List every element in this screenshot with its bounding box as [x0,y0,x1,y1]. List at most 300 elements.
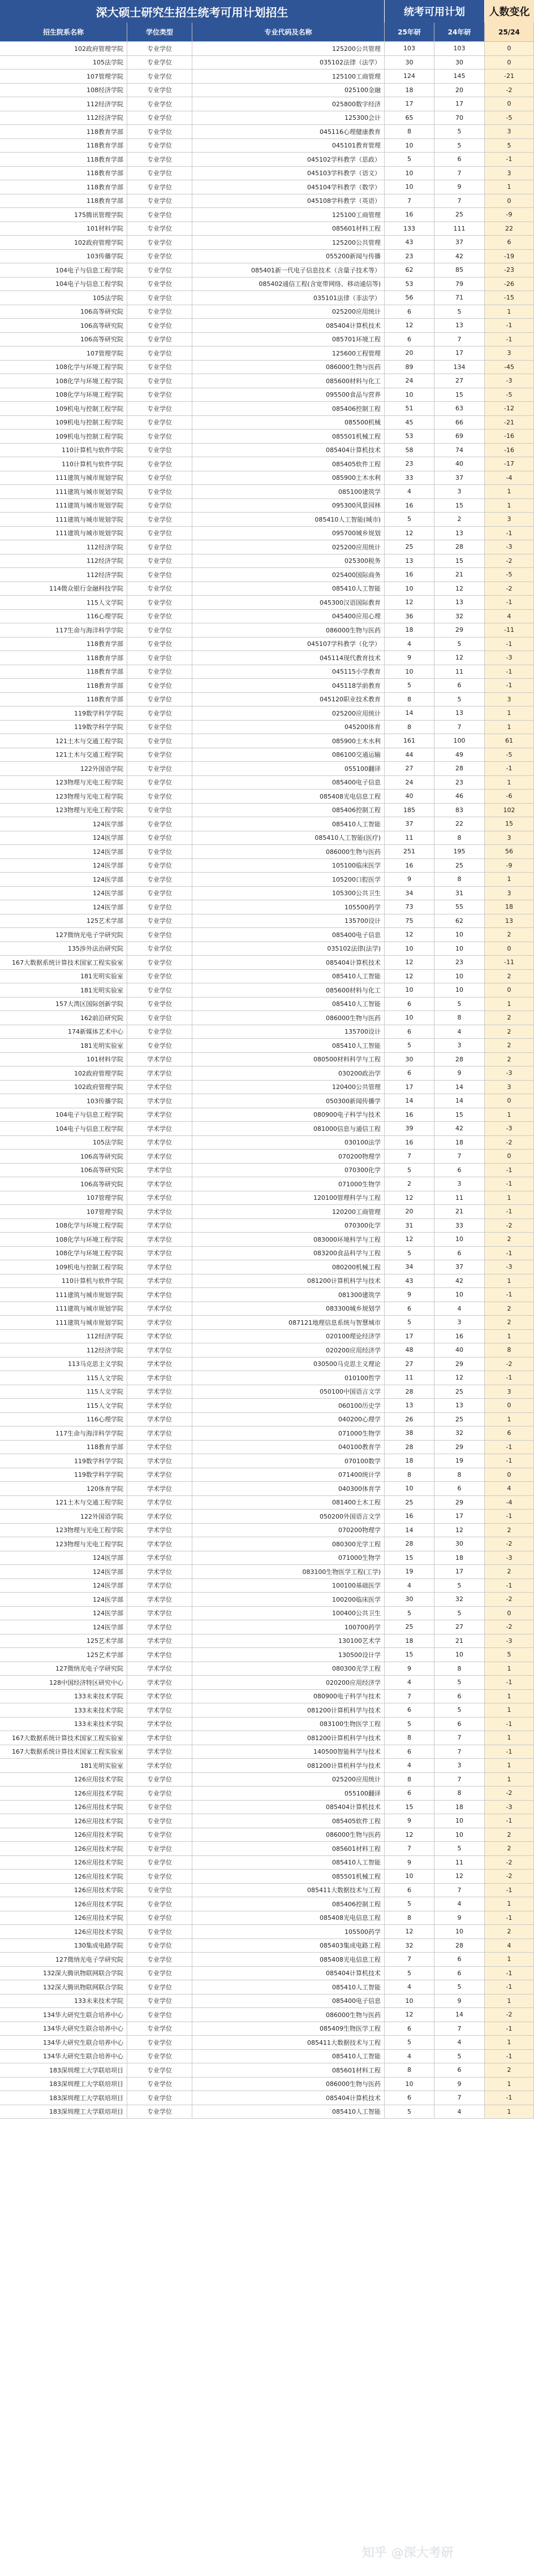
school-cell: 112经济学院 [0,111,127,125]
table-row [0,346,534,361]
change-cell: 3 [485,125,534,139]
change-cell: -6 [485,790,534,804]
table-row [0,831,534,845]
table-row [0,2050,534,2064]
degree-type-cell: 专业学位 [127,471,192,485]
change-cell: -3 [485,1551,534,1565]
degree-type-cell: 专业学位 [127,374,192,388]
table-row [0,1884,534,1898]
degree-type-cell: 专业学位 [127,361,192,375]
degree-type-cell: 专业学位 [127,1828,192,1842]
plan-2024-cell: 71 [434,291,485,305]
change-cell: 0 [485,1150,534,1164]
plan-2024-cell: 15 [434,499,485,513]
plan-2024-cell: 19 [434,1454,485,1468]
degree-type-cell: 专业学位 [127,2036,192,2050]
table-row [0,1274,534,1289]
major-cell: 085404计算机技术 [192,319,385,333]
major-cell: 071000生物学 [192,1551,385,1565]
degree-type-cell: 专业学位 [127,97,192,111]
plan-2025-cell: 10 [385,167,434,181]
school-cell: 108化学与环境工程学院 [0,1233,127,1247]
table-row [0,1620,534,1634]
degree-type-cell: 学术学位 [127,1510,192,1524]
major-cell: 080200机械工程 [192,1260,385,1274]
table-row [0,167,534,181]
plan-2025-cell: 12 [385,1191,434,1205]
degree-type-cell: 专业学位 [127,70,192,84]
table-row [0,84,534,98]
degree-type-cell: 学术学位 [127,1607,192,1621]
change-cell: 2 [485,1039,534,1053]
plan-2024-cell: 5 [434,638,485,652]
school-cell: 118教育学部 [0,693,127,707]
change-cell: -15 [485,291,534,305]
major-cell: 085410人工智能 [192,998,385,1012]
plan-2024-cell: 27 [434,374,485,388]
degree-type-cell: 专业学位 [127,956,192,970]
school-cell: 122外国语学院 [0,1510,127,1524]
school-cell: 109机电与控制工程学院 [0,430,127,444]
plan-2024-cell: 134 [434,361,485,375]
change-cell: 3 [485,346,534,361]
table-row [0,1939,534,1953]
major-cell: 045114现代教育技术 [192,651,385,665]
change-cell: -1 [485,638,534,652]
major-cell: 085601材料工程 [192,222,385,236]
sheet-title: 深大硕士研究生招生统考可用计划招生 [0,0,385,23]
plan-2025-cell: 14 [385,706,434,721]
school-cell: 106高等研究院 [0,319,127,333]
degree-type-cell: 专业学位 [127,1897,192,1911]
major-cell: 010100哲学 [192,1371,385,1385]
change-cell: 2 [485,1828,534,1842]
school-cell: 167大数据系统计算技术国家工程实验室 [0,1731,127,1745]
major-cell: 045102学科教学（思政） [192,153,385,167]
table-row [0,180,534,194]
plan-2025-cell: 43 [385,236,434,250]
school-cell: 183深圳理工大学联培项目 [0,2105,127,2119]
plan-2025-cell: 5 [385,1897,434,1911]
plan-2024-cell: 13 [434,706,485,721]
degree-type-cell: 专业学位 [127,596,192,610]
plan-2025-cell: 25 [385,540,434,554]
degree-type-cell: 专业学位 [127,1801,192,1815]
change-cell: 2 [485,1011,534,1025]
change-cell: 1 [485,873,534,887]
change-cell: 5 [485,139,534,153]
plan-2025-cell: 4 [385,2050,434,2064]
school-cell: 106高等研究院 [0,1150,127,1164]
degree-type-cell: 专业学位 [127,1925,192,1939]
degree-type-cell: 学术学位 [127,1108,192,1122]
plan-2025-cell: 34 [385,887,434,901]
plan-2024-cell: 29 [434,1441,485,1455]
table-row [0,873,534,887]
plan-2025-cell: 13 [385,554,434,569]
change-cell: 2 [485,928,534,942]
school-cell: 112经济学院 [0,554,127,569]
plan-2024-cell: 12 [434,1870,485,1884]
school-cell: 124医学部 [0,873,127,887]
plan-2024-cell: 6 [434,2063,485,2078]
school-cell: 103传播学院 [0,1094,127,1108]
degree-type-cell: 专业学位 [127,1967,192,1981]
major-cell: 085410人工智能(城市) [192,513,385,527]
school-cell: 121土木与交通工程学院 [0,748,127,762]
table-row [0,1330,534,1344]
major-cell: 120400公共管理 [192,1081,385,1095]
plan-2025-cell: 10 [385,388,434,402]
major-cell: 125600工程管理 [192,346,385,361]
plan-2024-cell: 32 [434,610,485,624]
plan-2025-cell: 11 [385,831,434,845]
major-cell: 120200工商管理 [192,1205,385,1219]
change-cell: -5 [485,111,534,125]
degree-type-cell: 学术学位 [127,1330,192,1344]
school-cell: 124医学部 [0,1565,127,1579]
plan-2025-cell: 6 [385,305,434,319]
plan-2024-cell: 7 [434,167,485,181]
plan-2025-cell: 20 [385,1205,434,1219]
school-cell: 107管理学院 [0,70,127,84]
plan-2024-cell: 33 [434,1219,485,1233]
major-cell: 050200外国语言文学 [192,1510,385,1524]
change-cell: -1 [485,527,534,541]
plan-2025-cell: 8 [385,693,434,707]
degree-type-cell: 学术学位 [127,1565,192,1579]
change-cell: -2 [485,1620,534,1634]
plan-2025-cell: 65 [385,111,434,125]
major-cell: 080500材料科学与工程 [192,1053,385,1067]
school-cell: 132深大腾讯物联网联合学院 [0,1967,127,1981]
plan-2024-cell: 14 [434,1081,485,1095]
school-cell: 183深圳理工大学联培项目 [0,2063,127,2078]
school-cell: 106高等研究院 [0,1177,127,1191]
table-row [0,1662,534,1676]
plan-2024-cell: 4 [434,1025,485,1039]
change-cell: 1 [485,1953,534,1967]
school-cell: 125艺术学部 [0,1634,127,1649]
school-cell: 105法学院 [0,291,127,305]
plan-2024-cell: 18 [434,1551,485,1565]
plan-2024-cell: 6 [434,1164,485,1178]
major-cell: 050100中国语言文学 [192,1385,385,1399]
table-row [0,679,534,693]
major-cell: 081200计算机科学与技术 [192,1703,385,1718]
degree-type-cell: 学术学位 [127,1260,192,1274]
school-cell: 102政府管理学院 [0,1081,127,1095]
degree-type-cell: 学术学位 [127,1731,192,1745]
plan-2024-cell: 18 [434,1801,485,1815]
plan-2024-cell: 10 [434,1288,485,1302]
table-row [0,2091,534,2105]
school-cell: 183深圳理工大学联培项目 [0,2091,127,2105]
plan-2025-cell: 28 [385,1441,434,1455]
table-row [0,1856,534,1870]
plan-2024-cell: 13 [434,527,485,541]
major-cell: 020200应用经济学 [192,1343,385,1358]
school-cell: 134华大研究生联合培养中心 [0,2050,127,2064]
degree-type-cell: 学术学位 [127,1648,192,1662]
major-cell: 085403集成电路工程 [192,1939,385,1953]
school-cell: 118教育学部 [0,638,127,652]
plan-2025-cell: 6 [385,2022,434,2036]
school-cell: 111建筑与城市规划学院 [0,499,127,513]
change-cell: 0 [485,42,534,56]
table-row [0,1260,534,1274]
table-row [0,596,534,610]
plan-2024-cell: 17 [434,1565,485,1579]
degree-type-cell: 专业学位 [127,859,192,873]
degree-type-cell: 学术学位 [127,1205,192,1219]
degree-type-cell: 学术学位 [127,1274,192,1289]
major-cell: 086000生物与医药 [192,623,385,638]
table-row [0,1441,534,1455]
major-cell: 070300化学 [192,1164,385,1178]
school-cell: 119数学科学学院 [0,1454,127,1468]
major-cell: 125200公共管理 [192,236,385,250]
plan-2024-cell: 29 [434,1358,485,1372]
table-row [0,790,534,804]
plan-2025-cell: 8 [385,125,434,139]
major-cell: 035102法律（法学） [192,56,385,70]
change-cell: -2 [485,582,534,596]
school-cell: 127微纳光电子学研究院 [0,928,127,942]
table-row [0,1025,534,1039]
table-row [0,70,534,84]
plan-2024-cell: 25 [434,1385,485,1399]
major-cell: 085410人工智能 [192,1856,385,1870]
major-cell: 045116心理健康教育 [192,125,385,139]
school-cell: 126应用技术学院 [0,1828,127,1842]
change-cell: -45 [485,361,534,375]
degree-type-cell: 专业学位 [127,208,192,222]
major-cell: 130100艺术学 [192,1634,385,1649]
plan-2024-cell: 5 [434,1980,485,1994]
change-cell: -3 [485,1122,534,1136]
change-cell: -1 [485,319,534,333]
major-cell: 085406控制工程 [192,402,385,416]
plan-2024-cell: 5 [434,1676,485,1690]
school-cell: 115人文学院 [0,596,127,610]
change-cell: 1 [485,2105,534,2119]
change-cell: 1 [485,2078,534,2092]
table-row [0,1980,534,1994]
degree-type-cell: 学术学位 [127,1579,192,1593]
school-cell: 111建筑与城市规划学院 [0,485,127,499]
table-row [0,762,534,776]
school-cell: 121土木与交通工程学院 [0,734,127,748]
major-cell: 120100管理科学与工程 [192,1191,385,1205]
major-cell: 085600材料与化工 [192,374,385,388]
plan-2024-cell: 27 [434,1620,485,1634]
school-cell: 118教育学部 [0,679,127,693]
table-row [0,1690,534,1704]
table-row [0,623,534,638]
change-cell: -2 [485,554,534,569]
plan-2024-cell: 79 [434,277,485,292]
change-cell: 1 [485,180,534,194]
major-cell: 085404计算机技术 [192,1801,385,1815]
school-cell: 119数学科学学院 [0,721,127,735]
major-cell: 025200应用统计 [192,305,385,319]
degree-type-cell: 专业学位 [127,2063,192,2078]
school-cell: 126应用技术学院 [0,1773,127,1787]
plan-2025-cell: 16 [385,859,434,873]
table-row [0,471,534,485]
major-cell: 080300光学工程 [192,1537,385,1551]
change-cell: 4 [485,1939,534,1953]
table-row [0,513,534,527]
table-row [0,2063,534,2078]
plan-2025-cell: 8 [385,1731,434,1745]
major-cell: 125200公共管理 [192,42,385,56]
major-cell: 050300新闻传播学 [192,1094,385,1108]
change-cell: -1 [485,762,534,776]
plan-2024-cell: 46 [434,790,485,804]
plan-2024-cell: 10 [434,928,485,942]
degree-type-cell: 专业学位 [127,706,192,721]
major-cell: 085405软件工程 [192,457,385,471]
plan-2024-cell: 20 [434,84,485,98]
change-cell: 3 [485,1385,534,1399]
major-cell: 085601材料工程 [192,1842,385,1856]
major-cell: 095300风景园林 [192,499,385,513]
major-cell: 085900土木水利 [192,471,385,485]
school-cell: 105法学院 [0,1136,127,1150]
plan-2024-cell: 8 [434,831,485,845]
plan-2025-cell: 6 [385,998,434,1012]
school-cell: 133未来技术学院 [0,1703,127,1718]
plan-2025-cell: 15 [385,1801,434,1815]
plan-2024-cell: 9 [434,180,485,194]
change-cell: -2 [485,1786,534,1801]
change-cell: -19 [485,250,534,264]
plan-2025-cell: 53 [385,430,434,444]
table-row [0,1164,534,1178]
change-cell: 2 [485,1302,534,1316]
degree-type-cell: 专业学位 [127,111,192,125]
change-cell: 0 [485,983,534,998]
school-cell: 135涉外法治研究院 [0,942,127,956]
major-cell: 030500马克思主义理论 [192,1358,385,1372]
change-cell: -1 [485,1579,534,1593]
major-cell: 080300光学工程 [192,1662,385,1676]
plan-2024-cell: 7 [434,194,485,209]
change-cell: -17 [485,457,534,471]
degree-type-cell: 学术学位 [127,1399,192,1413]
degree-type-cell: 学术学位 [127,1343,192,1358]
degree-type-cell: 学术学位 [127,1247,192,1261]
change-cell: 2 [485,1053,534,1067]
degree-type-cell: 专业学位 [127,42,192,56]
plan-2024-cell: 3 [434,485,485,499]
degree-type-cell: 学术学位 [127,1233,192,1247]
plan-2025-cell: 16 [385,499,434,513]
plan-2025-cell: 12 [385,2008,434,2022]
degree-type-cell: 专业学位 [127,582,192,596]
plan-2024-cell: 15 [434,388,485,402]
major-cell: 025200应用统计 [192,1773,385,1787]
plan-2025-cell: 18 [385,84,434,98]
plan-2024-cell: 7 [434,333,485,347]
plan-2024-cell: 8 [434,1468,485,1482]
plan-2024-cell: 5 [434,1579,485,1593]
plan-2025-cell: 34 [385,1260,434,1274]
plan-2025-cell: 16 [385,568,434,582]
col-header-major: 专业代码及名称 [192,23,385,42]
plan-2024-cell: 7 [434,1745,485,1759]
table-row [0,1136,534,1150]
change-cell: -2 [485,1358,534,1372]
change-cell: -1 [485,1371,534,1385]
change-cell: 1 [485,1662,534,1676]
degree-type-cell: 专业学位 [127,194,192,209]
plan-2024-cell: 37 [434,1260,485,1274]
plan-2024-cell: 9 [434,1994,485,2009]
plan-2025-cell: 6 [385,1786,434,1801]
major-cell: 085410人工智能 [192,1980,385,1994]
change-cell: -2 [485,1856,534,1870]
plan-2025-cell: 6 [385,333,434,347]
plan-2025-cell: 10 [385,665,434,679]
degree-type-cell: 专业学位 [127,734,192,748]
plan-2024-cell: 7 [434,2091,485,2105]
degree-type-cell: 专业学位 [127,540,192,554]
degree-type-cell: 学术学位 [127,1371,192,1385]
degree-type-cell: 学术学位 [127,1385,192,1399]
school-cell: 126应用技术学院 [0,1801,127,1815]
plan-2024-cell: 5 [434,305,485,319]
change-cell: 0 [485,1399,534,1413]
table-row [0,845,534,859]
table-row [0,970,534,984]
change-cell: -3 [485,540,534,554]
major-cell: 086000生物与医药 [192,1011,385,1025]
plan-2024-cell: 23 [434,776,485,790]
plan-2025-cell: 28 [385,1385,434,1399]
degree-type-cell: 学术学位 [127,1191,192,1205]
plan-2024-cell: 32 [434,1426,485,1441]
plan-2025-cell: 51 [385,402,434,416]
school-cell: 109机电与控制工程学院 [0,416,127,430]
plan-2025-cell: 18 [385,1634,434,1649]
plan-2025-cell: 2 [385,1177,434,1191]
plan-2024-cell: 14 [434,2008,485,2022]
school-cell: 116心理学院 [0,610,127,624]
degree-type-cell: 专业学位 [127,983,192,998]
table-row [0,499,534,513]
school-cell: 123物理与光电工程学院 [0,1537,127,1551]
major-cell: 025800数字经济 [192,97,385,111]
degree-type-cell: 专业学位 [127,333,192,347]
degree-type-cell: 专业学位 [127,499,192,513]
plan-group-header: 统考可用计划 [385,0,485,23]
table-row [0,1496,534,1510]
plan-2025-cell: 7 [385,1690,434,1704]
change-cell: 1 [485,305,534,319]
major-cell: 085411大数据技术与工程 [192,2036,385,2050]
degree-type-cell: 专业学位 [127,665,192,679]
plan-2024-cell: 7 [434,1150,485,1164]
change-cell: -1 [485,2022,534,2036]
school-cell: 111建筑与城市规划学院 [0,1302,127,1316]
major-cell: 045300汉语国际教育 [192,596,385,610]
major-cell: 125300会计 [192,111,385,125]
school-cell: 175腾讯管理学院 [0,208,127,222]
major-cell: 045200体育 [192,721,385,735]
